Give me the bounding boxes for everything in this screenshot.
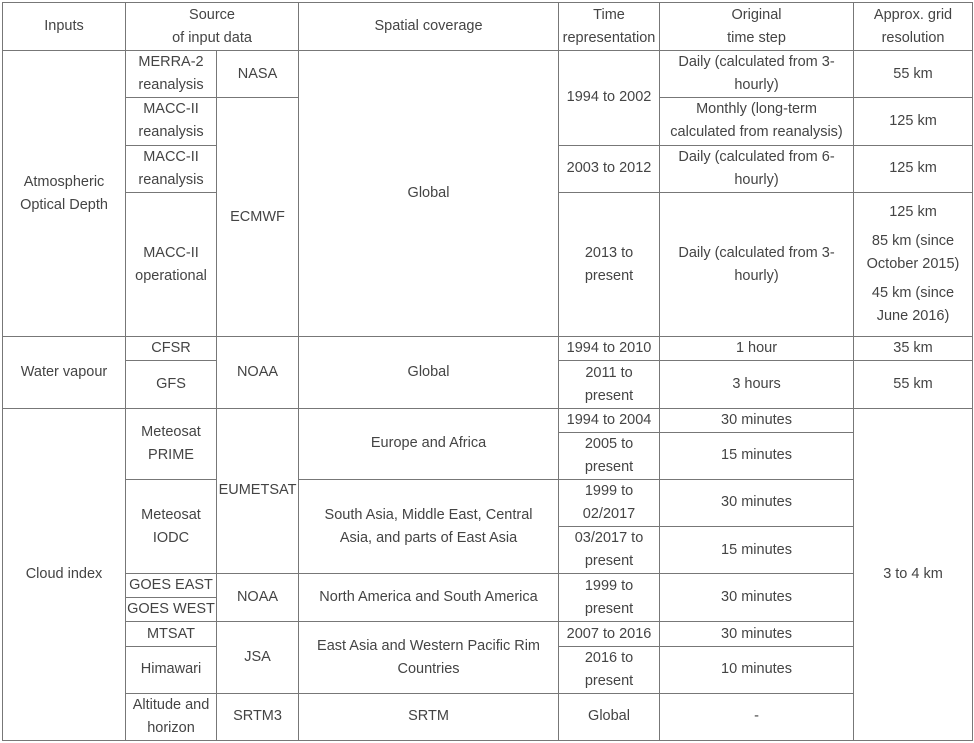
coverage-water: Global (299, 337, 559, 408)
provider-nasa: NASA (217, 51, 299, 98)
step-iodc-2: 15 minutes (660, 527, 854, 574)
provider-noaa-water: NOAA (217, 337, 299, 408)
step-mtsat: 30 minutes (660, 622, 854, 646)
step-macc-daily: Daily (calculated from 6- hourly) (660, 145, 854, 192)
step-macc-operational: Daily (calculated from 3- hourly) (660, 192, 854, 337)
time-prime-2: 2005 to present (559, 432, 660, 479)
header-time-step: Original time step (660, 3, 854, 51)
time-macc-operational: 2013 to present (559, 192, 660, 337)
source-macc-operational: MACC-II operational (126, 192, 217, 337)
res-macc-monthly: 125 km (854, 98, 973, 145)
category-altitude-horizon: Altitude and horizon (126, 693, 217, 740)
header-time-representation: Time representation (559, 3, 660, 51)
header-grid-resolution: Approx. grid resolution (854, 3, 973, 51)
time-himawari: 2016 to present (559, 646, 660, 693)
time-prime-1: 1994 to 2004 (559, 408, 660, 432)
step-prime-2: 15 minutes (660, 432, 854, 479)
step-himawari: 10 minutes (660, 646, 854, 693)
source-macc-reanalysis-daily: MACC-II reanalysis (126, 145, 217, 192)
header-spatial-coverage: Spatial coverage (299, 3, 559, 51)
provider-jsa: JSA (217, 622, 299, 693)
coverage-iodc: South Asia, Middle East, Central Asia, and parts of East Asia (299, 479, 559, 573)
res-macc-daily: 125 km (854, 145, 973, 192)
res-cfsr: 35 km (854, 337, 973, 361)
provider-noaa-goes: NOAA (217, 574, 299, 622)
coverage-altitude: Global (559, 693, 660, 740)
step-cfsr: 1 hour (660, 337, 854, 361)
category-cloud-index: Cloud index (3, 408, 126, 740)
time-gfs: 2011 to present (559, 361, 660, 408)
res-merra2: 55 km (854, 51, 973, 98)
step-prime-1: 30 minutes (660, 408, 854, 432)
time-goes: 1999 to present (559, 574, 660, 622)
source-macc-reanalysis-monthly: MACC-II reanalysis (126, 98, 217, 145)
step-merra2: Daily (calculated from 3- hourly) (660, 51, 854, 98)
provider-ecmwf: ECMWF (217, 98, 299, 337)
table-row (3, 693, 973, 740)
source-gfs: GFS (126, 361, 217, 408)
time-macc-daily: 2003 to 2012 (559, 145, 660, 192)
table-row (3, 622, 973, 646)
res-gfs: 55 km (854, 361, 973, 408)
header-row (3, 3, 973, 51)
coverage-goes: North America and South America (299, 574, 559, 622)
source-meteosat-iodc: Meteosat IODC (126, 479, 217, 573)
table-row (3, 408, 973, 432)
step-gfs: 3 hours (660, 361, 854, 408)
time-iodc-2: 03/2017 to present (559, 527, 660, 574)
coverage-jsa: East Asia and Western Pacific Rim Countries (299, 622, 559, 693)
source-goes-west: GOES WEST (126, 598, 217, 622)
source-srtm3: SRTM3 (217, 693, 299, 740)
data-inputs-table (2, 2, 973, 741)
header-source: Source of input data (126, 3, 299, 51)
res-macc-operational-125: 125 km (889, 204, 937, 221)
time-iodc-1: 1999 to 02/2017 (559, 479, 660, 526)
source-himawari: Himawari (126, 646, 217, 693)
time-altitude: - (660, 693, 854, 740)
res-macc-operational-45: 45 km (since June 2016) (871, 285, 955, 325)
res-macc-operational-85: 85 km (since October 2015) (866, 233, 960, 273)
coverage-prime: Europe and Africa (299, 408, 559, 479)
res-cloud-index: 3 to 4 km (854, 408, 973, 740)
table-row (3, 574, 973, 598)
time-mtsat: 2007 to 2016 (559, 622, 660, 646)
provider-eumetsat: EUMETSAT (217, 408, 299, 574)
source-cfsr: CFSR (126, 337, 217, 361)
time-aod-1994-2002: 1994 to 2002 (559, 51, 660, 145)
table-row (3, 479, 973, 526)
provider-srtm: SRTM (299, 693, 559, 740)
table-row (3, 51, 973, 98)
table-row (3, 337, 973, 361)
step-goes: 30 minutes (660, 574, 854, 622)
time-cfsr: 1994 to 2010 (559, 337, 660, 361)
source-merra2: MERRA-2 reanalysis (126, 51, 217, 98)
source-mtsat: MTSAT (126, 622, 217, 646)
header-inputs: Inputs (3, 3, 126, 51)
step-macc-monthly: Monthly (long-term calculated from reanalysis) (660, 98, 854, 145)
coverage-aod: Global (299, 51, 559, 337)
category-water-vapour: Water vapour (3, 337, 126, 408)
step-iodc-1: 30 minutes (660, 479, 854, 526)
source-goes-east: GOES EAST (126, 574, 217, 598)
category-atmospheric-optical-depth: Atmospheric Optical Depth (3, 51, 126, 337)
source-meteosat-prime: Meteosat PRIME (126, 408, 217, 479)
res-macc-operational (854, 192, 973, 337)
